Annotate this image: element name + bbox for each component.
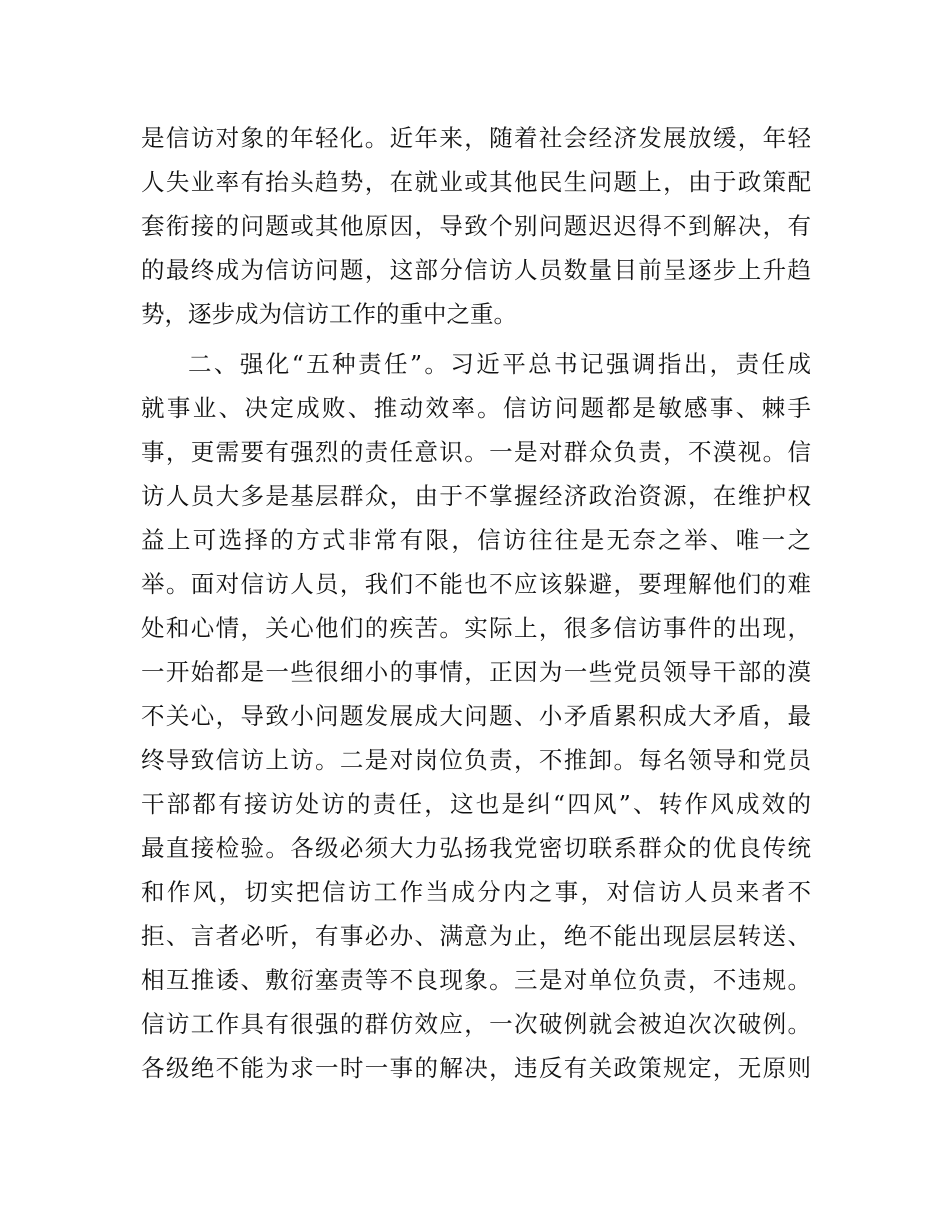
paragraph-line: 不关心，导致小问题发展成大问题、小矛盾累积成大矛盾，最 [141, 702, 811, 730]
paragraph-line: 最直接检验。各级必须大力弘扬我党密切联系群众的优良传统 [141, 834, 811, 862]
paragraph-line: 事，更需要有强烈的责任意识。一是对群众负责，不漠视。信 [141, 438, 811, 466]
paragraph-1 [141, 116, 811, 336]
paragraph-line: 各级绝不能为求一时一事的解决，违反有关政策规定，无原则 [141, 1054, 811, 1082]
paragraph-line: 的最终成为信访问题，这部分信访人员数量目前呈逐步上升趋 [141, 256, 811, 284]
paragraph-line: 终导致信访上访。二是对岗位负责，不推卸。每名领导和党员 [141, 746, 811, 774]
paragraph-line: 干部都有接访处访的责任，这也是纠“四风”、转作风成效的 [141, 790, 811, 818]
paragraph-line: 访人员大多是基层群众，由于不掌握经济政治资源，在维护权 [141, 482, 811, 510]
paragraph-line: 就事业、决定成败、推动效率。信访问题都是敏感事、棘手 [141, 394, 811, 422]
paragraph-line: 处和心情，关心他们的疾苦。实际上，很多信访事件的出现， [141, 614, 811, 642]
paragraph-line: 一开始都是一些很细小的事情，正因为一些党员领导干部的漠 [141, 658, 811, 686]
paragraph-line: 人失业率有抬头趋势，在就业或其他民生问题上，由于政策配 [141, 168, 811, 196]
paragraph-2 [141, 342, 811, 1090]
paragraph-line: 套衔接的问题或其他原因，导致个别问题迟迟得不到解决，有 [141, 212, 811, 240]
paragraph-line: 信访工作具有很强的群仿效应，一次破例就会被迫次次破例。 [141, 1010, 811, 1038]
paragraph-line: 和作风，切实把信访工作当成分内之事，对信访人员来者不 [141, 878, 811, 906]
paragraph-line: 益上可选择的方式非常有限，信访往往是无奈之举、唯一之 [141, 526, 811, 554]
paragraph-line: 相互推诿、敷衍塞责等不良现象。三是对单位负责，不违规。 [141, 966, 811, 994]
paragraph-line: 是信访对象的年轻化。近年来，随着社会经济发展放缓，年轻 [141, 124, 811, 152]
paragraph-line: 势，逐步成为信访工作的重中之重。 [141, 300, 517, 328]
paragraph-line: 举。面对信访人员，我们不能也不应该躲避，要理解他们的难 [141, 570, 811, 598]
paragraph-line: 拒、言者必听，有事必办、满意为止，绝不能出现层层转送、 [141, 922, 811, 950]
paragraph-line: 二、强化“五种责任”。习近平总书记强调指出，责任成 [188, 350, 811, 378]
